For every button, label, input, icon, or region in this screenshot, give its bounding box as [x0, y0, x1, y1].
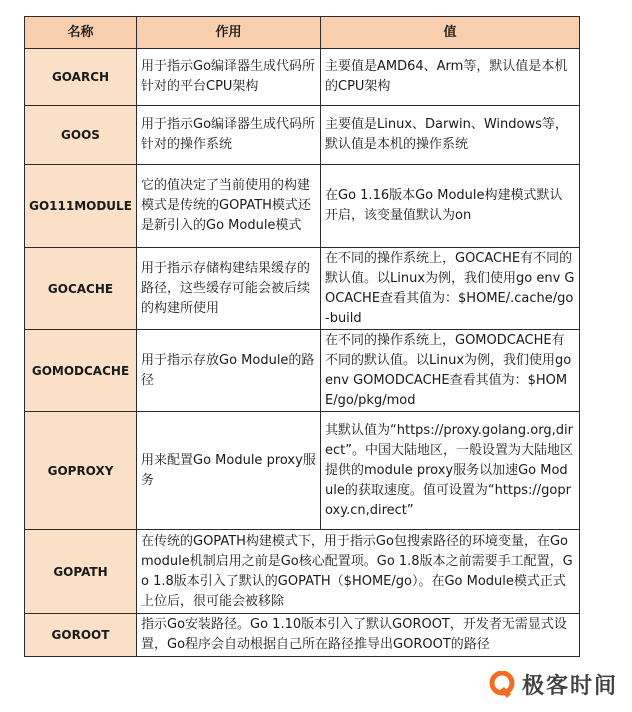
row-value: 在不同的操作系统上，GOMODCACHE有不同的默认值。以Linux为例，我们使用go env GOMODCACHE查看其值为：$HOME/go/pkg/mod [321, 330, 580, 412]
table-row [25, 165, 580, 248]
row-purpose: 用于指示存储构建结果缓存的路径，这些缓存可能会被后续的构建所使用 [137, 248, 321, 330]
row-purpose: 用于指示Go编译器生成代码所针对的平台CPU架构 [137, 49, 321, 106]
row-name: GOARCH [25, 49, 137, 106]
row-description: 指示Go安装路径。Go 1.10版本引入了默认GOROOT，开发者无需显式设置，Go程序会自动根据自己所在路径推导出GOROOT的路径 [137, 614, 580, 657]
row-value: 在不同的操作系统上，GOCACHE有不同的默认值。以Linux为例，我们使用go env GOCACHE查看其值为：$HOME/.cache/go-build [321, 248, 580, 330]
geektime-logo-icon [489, 671, 515, 699]
row-purpose: 用来配置Go Module proxy服务 [137, 412, 321, 530]
row-value: 在Go 1.16版本Go Module构建模式默认开启，该变量值默认为on [321, 165, 580, 248]
row-purpose: 用于指示存放Go Module的路径 [137, 330, 321, 412]
row-name: GOMODCACHE [25, 330, 137, 412]
row-name: GOPROXY [25, 412, 137, 530]
geektime-logo [489, 669, 618, 700]
row-value: 其默认值为“https://proxy.golang.org,direct”。中国大陆地区，一般设置为大陆地区提供的module proxy服务以加速Go Module的获取速度。值可设置为“https://goproxy.cn,direct” [321, 412, 580, 530]
header-purpose: 作用 [137, 17, 321, 49]
table-row [25, 248, 580, 330]
row-description: 在传统的GOPATH构建模式下，用于指示Go包搜索路径的环境变量，在Go module机制启用之前是Go核心配置项。Go 1.8版本之前需要手工配置，Go 1.8版本引入了默认的GOPATH（$HOME/go）。在Go Module模式正式上位后，很可能会被移除 [137, 530, 580, 614]
table-row [25, 330, 580, 412]
row-name: GOOS [25, 106, 137, 165]
table-row [25, 530, 580, 614]
row-name: GO111MODULE [25, 165, 137, 248]
table-row [25, 614, 580, 657]
header-name: 名称 [25, 17, 137, 49]
row-purpose: 它的值决定了当前使用的构建模式是传统的GOPATH模式还是新引入的Go Module模式 [137, 165, 321, 248]
table-header-row [25, 17, 580, 49]
row-name: GOPATH [25, 530, 137, 614]
header-value: 值 [321, 17, 580, 49]
table-row [25, 106, 580, 165]
table-row [25, 49, 580, 106]
table-row [25, 412, 580, 530]
row-value: 主要值是AMD64、Arm等，默认值是本机的CPU架构 [321, 49, 580, 106]
env-vars-table [24, 16, 580, 657]
row-value: 主要值是Linux、Darwin、Windows等，默认值是本机的操作系统 [321, 106, 580, 165]
logo-text: 极客时间 [521, 674, 618, 699]
row-name: GOCACHE [25, 248, 137, 330]
row-name: GOROOT [25, 614, 137, 657]
row-purpose: 用于指示Go编译器生成代码所针对的操作系统 [137, 106, 321, 165]
